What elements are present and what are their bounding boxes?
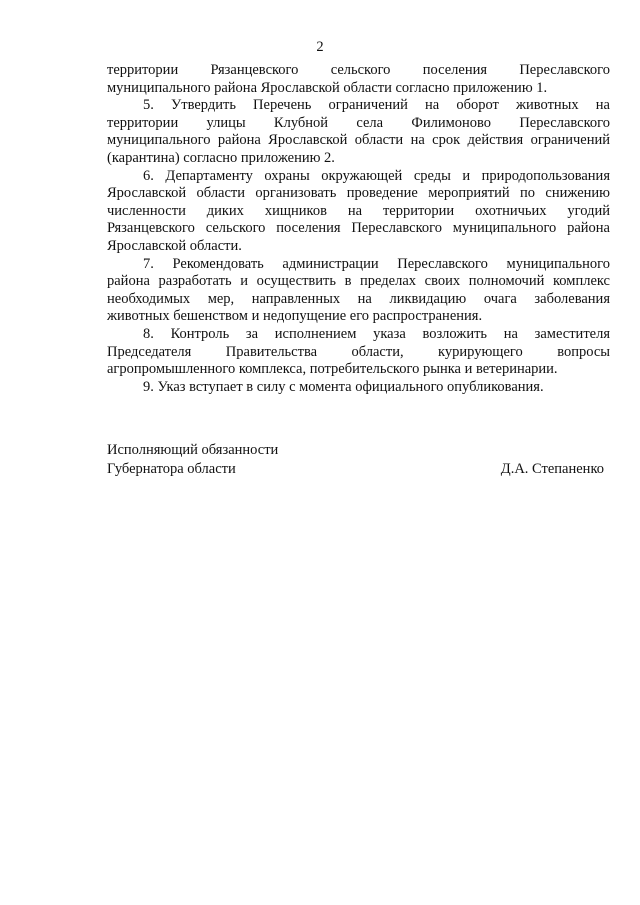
signature-name-row — [107, 460, 610, 479]
signature-position-line1: Исполняющий обязанности — [107, 442, 279, 458]
text-line: Рязанцевского сельского поселения Переславского муниципального района — [107, 220, 610, 237]
text-line: необходимых мер, направленных на ликвидацию очага заболевания — [107, 290, 610, 307]
document-body — [107, 62, 610, 396]
signature-position-line2: Губернатора области — [107, 460, 236, 477]
signature-block — [107, 441, 610, 478]
text-line: агропромышленного комплекса, потребительского рынка и ветеринарии. — [107, 361, 558, 378]
paragraph-5-line: 5. Утвердить Перечень ограничений на оборот животных на — [143, 97, 610, 114]
text-line: (карантина) согласно приложению 2. — [107, 149, 335, 166]
paragraph-7-line: 7. Рекомендовать администрации Переславского муниципального — [143, 255, 610, 272]
text-line: Председателя Правительства области, курирующего вопросы — [107, 343, 610, 360]
text-line: муниципального района Ярославской области на срок действия ограничений — [107, 132, 610, 149]
paragraph-9-line: 9. Указ вступает в силу с момента официального опубликования. — [143, 378, 544, 395]
text-line: территории улицы Клубной села Филимоново Переславского — [107, 114, 610, 131]
text-line: Ярославской области организовать проведение мероприятий по снижению — [107, 185, 610, 202]
text-line: животных бешенством и недопущение его распространения. — [107, 308, 483, 325]
signature-position-row — [107, 441, 610, 460]
text-line: Ярославской области. — [107, 237, 242, 254]
paragraph-8-line: 8. Контроль за исполнением указа возложить на заместителя — [143, 325, 610, 342]
text-line: численности диких хищников на территории охотничьих угодий — [107, 202, 610, 219]
text-line: территории Рязанцевского сельского поселения Переславского — [107, 62, 610, 78]
text-line: района разработать и осуществить в пределах своих полномочий комплекс — [107, 273, 610, 290]
text-line: муниципального района Ярославской области согласно приложению 1. — [107, 79, 548, 96]
paragraph-6-line: 6. Департаменту охраны окружающей среды и природопользования — [143, 167, 610, 184]
signatory-name: Д.А. Степаненко — [500, 460, 604, 477]
page-number: 2 — [316, 39, 324, 55]
